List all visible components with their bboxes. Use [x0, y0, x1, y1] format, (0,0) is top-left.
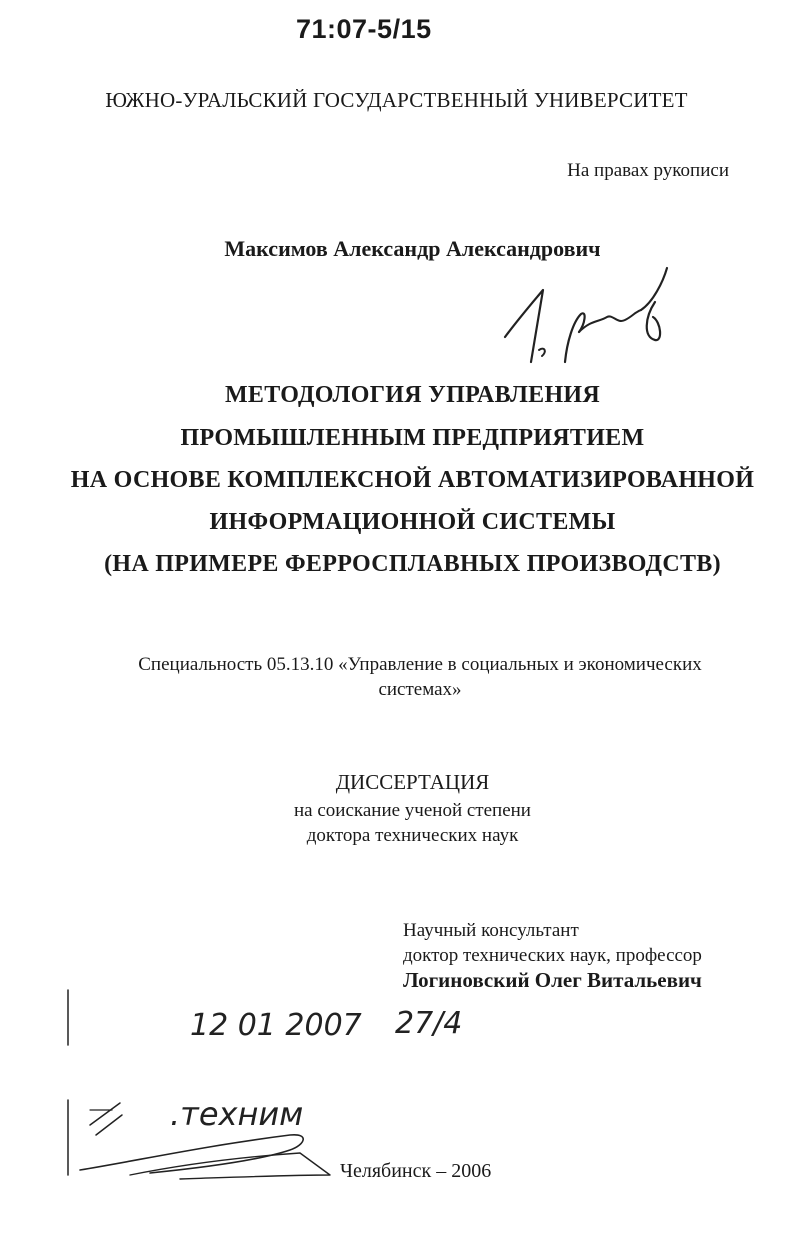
- title-line-1: МЕТОДОЛОГИЯ УПРАВЛЕНИЯ: [224, 382, 601, 408]
- rights-note: На правах рукописи: [567, 160, 729, 181]
- title-line-3: НА ОСНОВЕ КОМПЛЕКСНОЙ АВТОМАТИЗИРОВАННОЙ: [70, 467, 755, 493]
- title-line-4: ИНФОРМАЦИОННОЙ СИСТЕМЫ: [209, 509, 616, 535]
- author-name: Максимов Александр Александрович: [224, 236, 601, 261]
- title-line-5: (НА ПРИМЕРЕ ФЕРРОСПЛАВНЫХ ПРОИЗВОДСТВ): [104, 551, 721, 577]
- city-year: Челябинск – 2006: [340, 1160, 492, 1182]
- consultant-role: Научный консультант: [403, 920, 579, 941]
- specialty-block: [120, 652, 720, 702]
- university-name: ЮЖНО-УРАЛЬСКИЙ ГОСУДАРСТВЕННЫЙ УНИВЕРСИТЕТ: [105, 88, 688, 112]
- dissertation-heading: ДИССЕРТАЦИЯ: [335, 770, 490, 794]
- catalog-code: 71:07-5/15: [296, 14, 432, 44]
- specialty-line-1: Специальность 05.13.10 «Управление в социальных и экономических: [138, 654, 702, 675]
- consultant-name: Логиновский Олег Витальевич: [403, 968, 702, 992]
- author-signature: [495, 262, 675, 372]
- handwritten-date: 12 01 2007: [190, 1008, 362, 1043]
- specialty-line-2: системах»: [378, 679, 462, 700]
- handwritten-note: .техним: [170, 1095, 304, 1133]
- title-line-2: ПРОМЫШЛЕННЫМ ПРЕДПРИЯТИЕМ: [180, 425, 645, 451]
- consultant-degree: доктор технических наук, профессор: [403, 945, 702, 966]
- dissertation-line-1: на соискание ученой степени: [294, 800, 531, 821]
- dissertation-line-2: доктора технических наук: [306, 825, 519, 846]
- consultant-block: [403, 918, 702, 968]
- handwritten-marks: [60, 985, 480, 1185]
- handwritten-number: 27/4: [395, 1006, 463, 1041]
